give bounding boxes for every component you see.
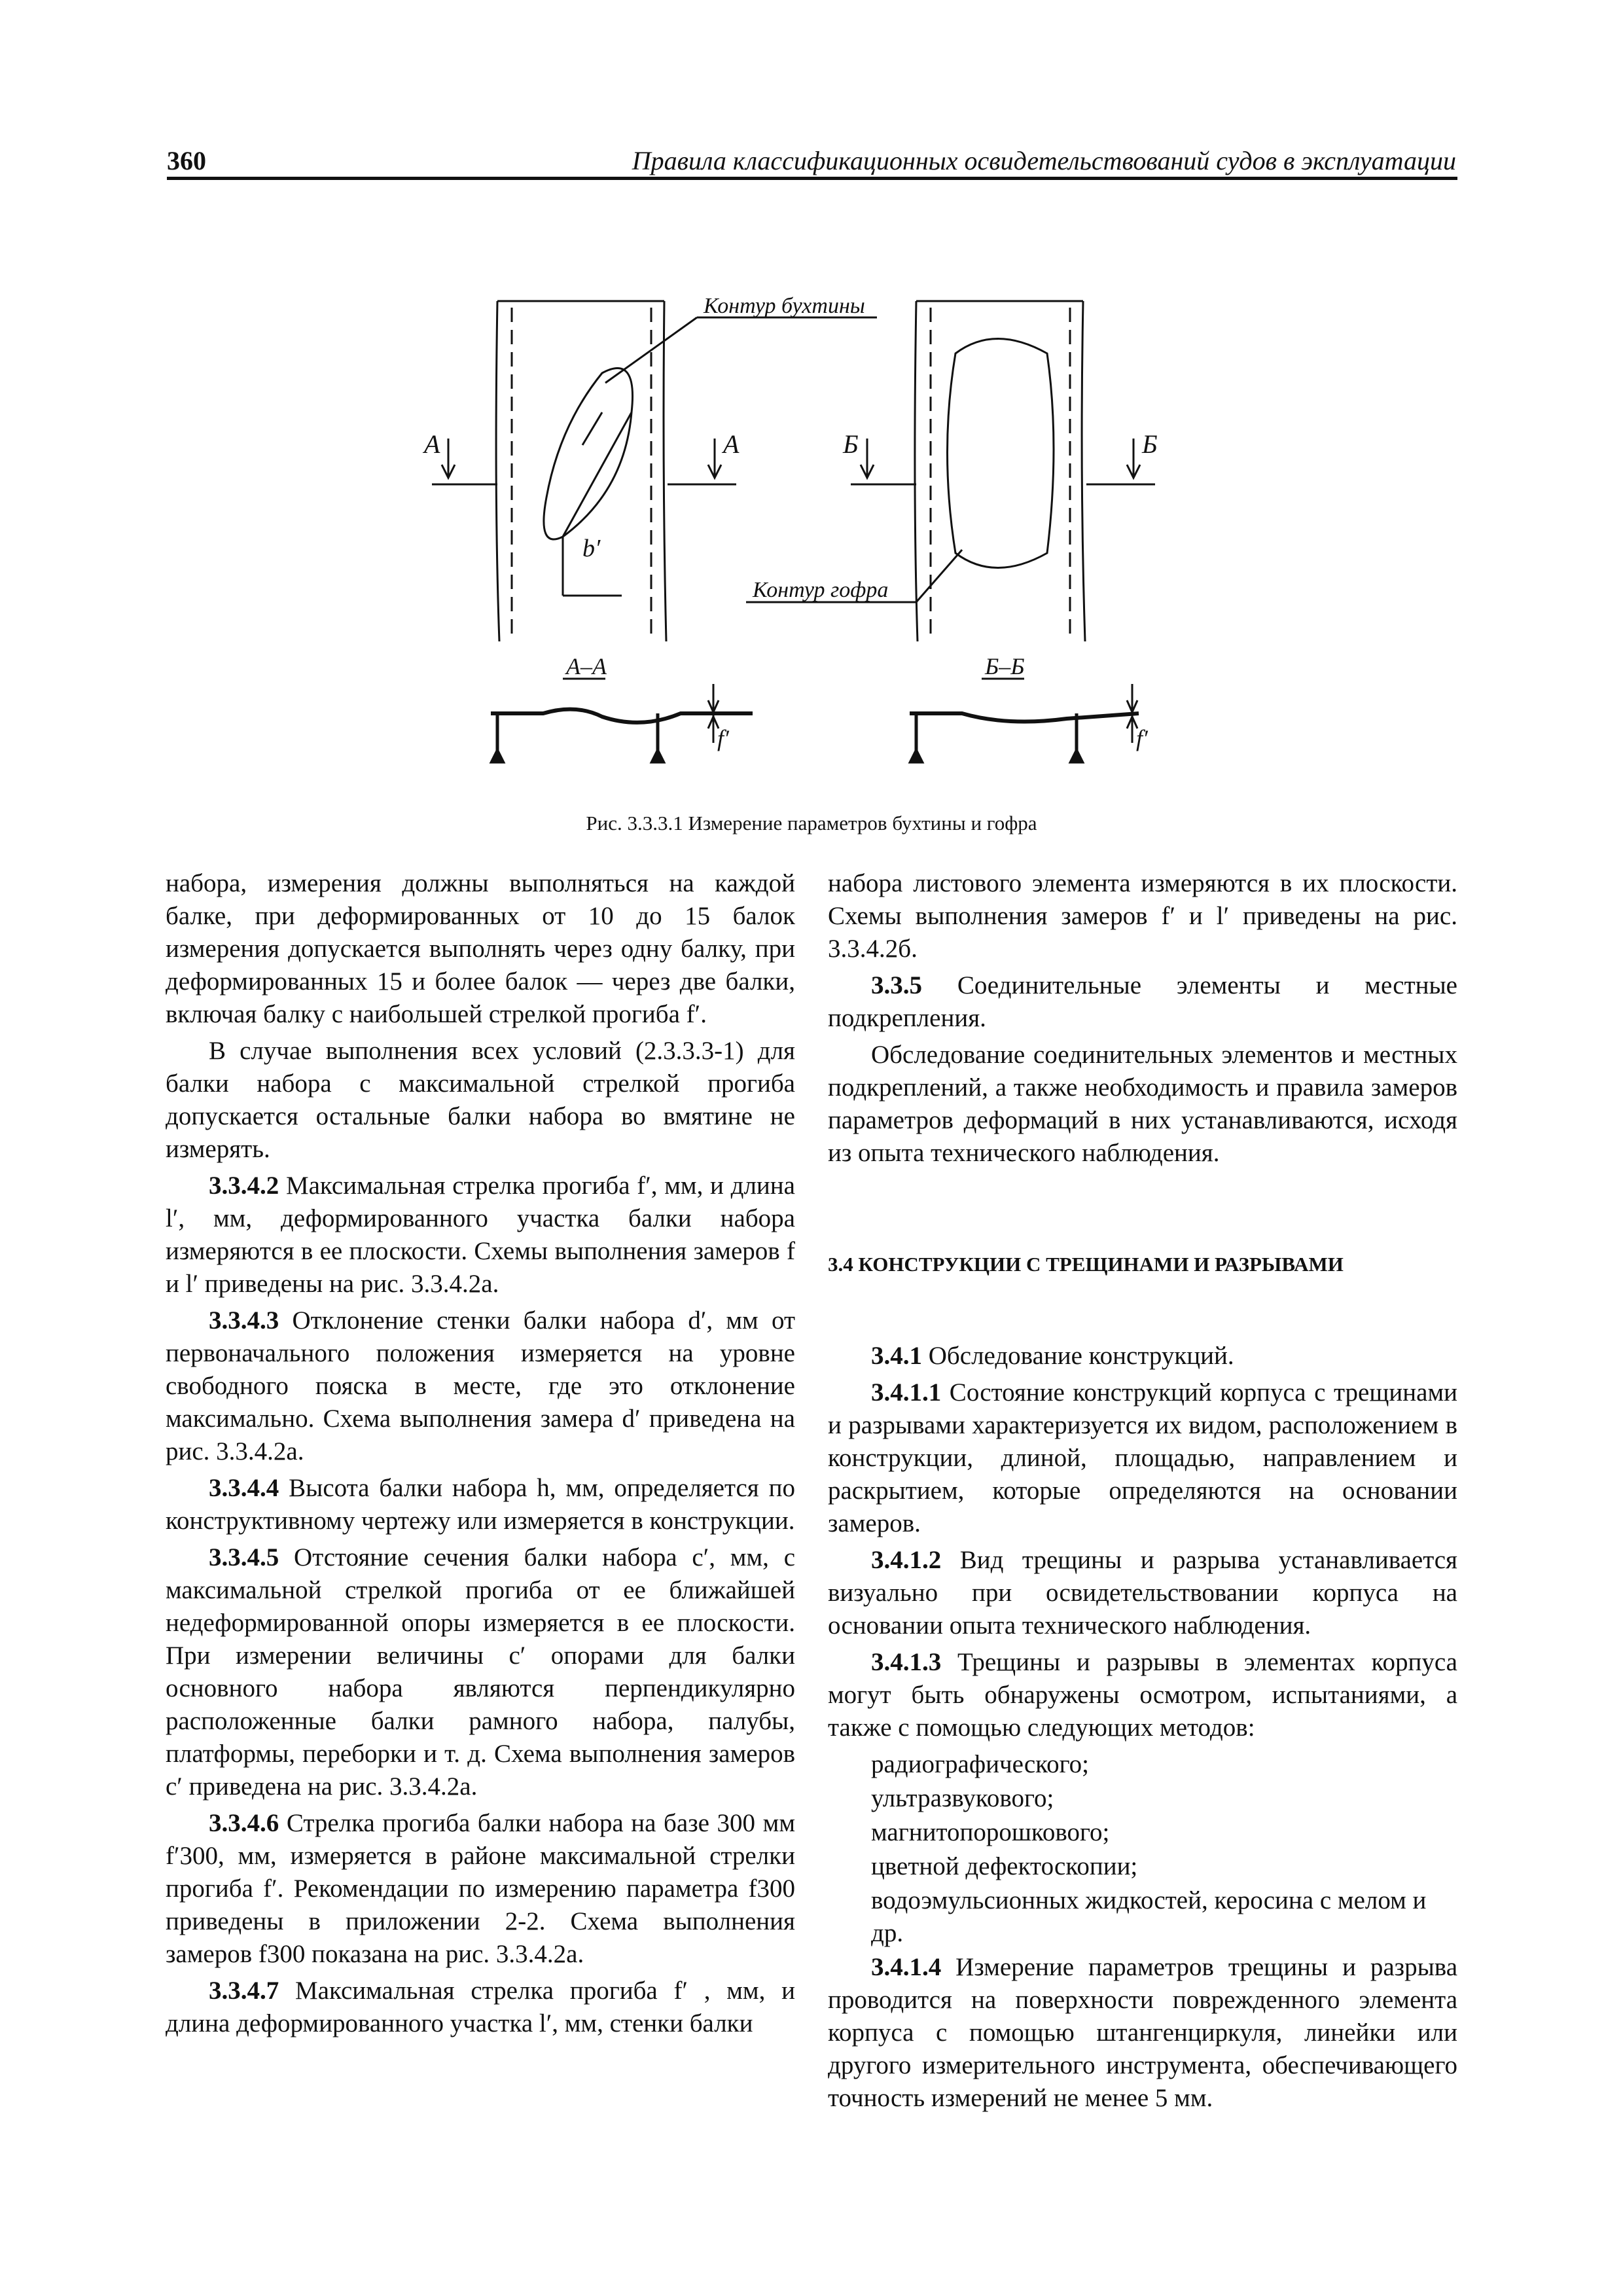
paragraph <box>166 1975 795 2040</box>
figure-caption: Рис. 3.3.3.1 Измерение параметров бухтины и гофра <box>586 812 1037 834</box>
page-number: 360 <box>167 146 206 175</box>
paragraph <box>828 969 1457 1035</box>
clause-text: Отклонение стенки балки набора d′, мм от первоначального положения измеряется на уровне свободного пояска в месте, где это отклонение максимально. Схема выполнения замера d′ приведена на рис. 3.3.4.2а. <box>166 1306 795 1465</box>
label-gofr: Контур гофра <box>753 578 889 602</box>
list-item: ультразвукового; <box>871 1784 1054 1812</box>
clause-number: 3.3.5 <box>871 971 922 999</box>
label-b-right: Б <box>1142 429 1158 459</box>
clause-number: 3.3.4.3 <box>209 1306 279 1335</box>
plate-edge-left-b <box>915 301 918 641</box>
label-f-bb: f′ <box>1136 725 1148 751</box>
clause-number: 3.3.4.4 <box>209 1474 279 1502</box>
clause-text: Обследование конструкций. <box>922 1342 1234 1370</box>
label-a-right: А <box>723 429 740 459</box>
right-column <box>828 867 1457 2119</box>
clause-text: Измерение параметров трещины и разрыва проводится на поверхности поврежденного элемента корпуса с помощью штангенциркуля, линейки или другого измерительного инструмента, обеспечивающего точность измерений не менее 5 мм. <box>828 1953 1457 2112</box>
gofr-contour <box>948 339 1054 568</box>
clause-number: 3.4.1.4 <box>871 1953 942 1981</box>
paragraph: набора листового элемента измеряются в их плоскости. Схемы выполнения замеров f′ и l′ приведены на рис. 3.3.4.2б. <box>828 869 1457 963</box>
page-header <box>167 145 1456 177</box>
plate-edge-left-a <box>496 301 499 641</box>
left-column <box>166 867 795 2044</box>
paragraph <box>166 1541 795 1803</box>
figure-drawing <box>406 281 1204 805</box>
paragraph <box>828 1646 1457 1744</box>
clause-number: 3.4.1 <box>871 1342 922 1370</box>
header-rule <box>167 177 1457 180</box>
paragraph: набора, измерения должны выполняться на каждой балке, при деформированных от 10 до 15 балок измерения допускается выполнять через одну балку, при деформированных 15 и более балок — через две балки, включая балку с наибольшей стрелкой прогиба f′. <box>166 869 795 1028</box>
paragraph <box>166 1304 795 1468</box>
clause-number: 3.3.4.5 <box>209 1543 279 1571</box>
list-item: водоэмульсионных жидкостей, керосина с мелом и др. <box>871 1886 1427 1947</box>
list-item: радиографического; <box>871 1750 1090 1778</box>
clause-number: 3.3.4.2 <box>209 1172 279 1200</box>
paragraph <box>828 1340 1457 1372</box>
label-b-prime: b′ <box>582 535 601 562</box>
figure-3-3-3-1 <box>406 281 1204 805</box>
clause-text: Высота балки набора h, мм, определяется по конструктивному чертежу или измеряется в конструкции. <box>166 1474 795 1535</box>
paragraph: Обследование соединительных элементов и местных подкреплений, а также необходимость и правила замеров параметров деформаций в них устанавливаются, исходя из опыта технического наблюдения. <box>828 1041 1457 1167</box>
clause-number: 3.4.1.2 <box>871 1546 942 1574</box>
clause-text: Состояние конструкций корпуса с трещинами и разрывами характеризуется их видом, расположением в конструкции, длиной, площадью, направлением и раскрытием, которые определяются на основании замеров. <box>828 1378 1457 1537</box>
section-bb-label: Б–Б <box>985 653 1025 679</box>
list-item: магнитопорошкового; <box>871 1818 1110 1846</box>
bukhtina-contour <box>544 368 633 540</box>
paragraph <box>166 1807 795 1971</box>
clause-number: 3.4.1.3 <box>871 1648 942 1676</box>
clause-number: 3.3.4.7 <box>209 1977 279 2005</box>
clause-text: Соединительные элементы и местные подкрепления. <box>828 971 1457 1032</box>
list-item: цветной дефектоскопии; <box>871 1852 1138 1880</box>
clause-text: Трещины и разрывы в элементах корпуса могут быть обнаружены осмотром, испытаниями, а также с помощью следующих методов: <box>828 1648 1457 1742</box>
running-title: Правила классификационных освидетельствований судов в эксплуатации <box>632 146 1456 175</box>
section-heading: 3.4 КОНСТРУКЦИИ С ТРЕЩИНАМИ И РАЗРЫВАМИ <box>828 1253 1344 1276</box>
label-bukhtina: Контур бухтины <box>704 294 865 318</box>
clause-text: Максимальная стрелка прогиба f′ , мм, и длина деформированного участка l′, мм, стенки балки <box>166 1977 795 2037</box>
label-a-left: А <box>424 429 440 459</box>
paragraph: В случае выполнения всех условий (2.3.3.3-1) для балки набора с максимальной стрелкой прогиба допускается остальные балки набора во вмятине не измерять. <box>166 1037 795 1163</box>
plate-edge-right-a <box>664 301 666 641</box>
paragraph <box>828 1951 1457 2115</box>
section-aa-label: А–А <box>566 653 607 679</box>
clause-number: 3.3.4.6 <box>209 1809 279 1837</box>
paragraph <box>828 1376 1457 1540</box>
paragraph <box>166 1472 795 1537</box>
clause-text: Стрелка прогиба балки набора на базе 300 мм f′300, мм, измеряется в районе максимальной стрелки прогиба f′. Рекомендации по измерению параметра f300 приведены в приложении 2-2. Схема выполнения замеров f300 показана на рис. 3.3.4.2а. <box>166 1809 795 1968</box>
clause-text: Отстояние сечения балки набора c′, мм, с максимальной стрелкой прогиба от ее ближайшей недеформированной опоры измеряется в ее плоскости. При измерении величины c′ опорами для балки основного набора являются перпендикулярно расположенные балки рамного набора, палубы, платформы, переборки и т. д. Схема выполнения замеров c′ приведена на рис. 3.3.4.2а. <box>166 1543 795 1801</box>
paragraph <box>166 1170 795 1300</box>
clause-text: Вид трещины и разрыва устанавливается визуально при освидетельствовании корпуса на основании опыта технического наблюдения. <box>828 1546 1457 1640</box>
clause-number: 3.4.1.1 <box>871 1378 942 1407</box>
label-b-left: Б <box>843 429 859 459</box>
paragraph <box>828 1544 1457 1642</box>
label-f-aa: f′ <box>717 725 729 751</box>
clause-text: Максимальная стрелка прогиба f′, мм, и длина l′, мм, деформированного участка балки набора измеряются в ее плоскости. Схемы выполнения замеров f и l′ приведены на рис. 3.3.4.2а. <box>166 1172 795 1298</box>
